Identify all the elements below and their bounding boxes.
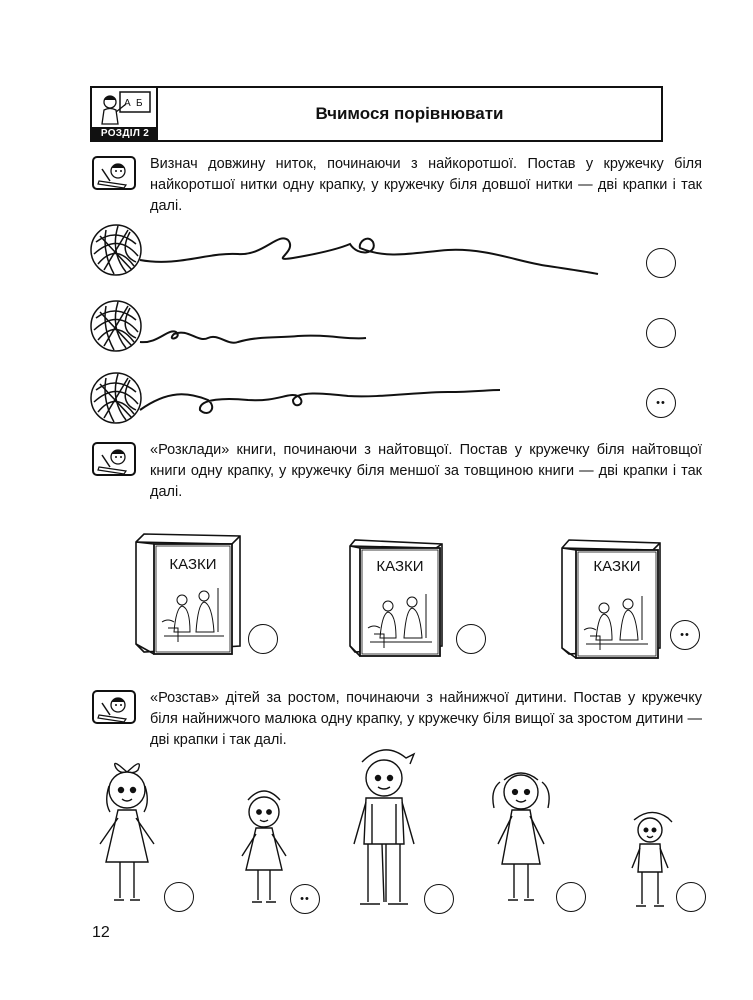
child-writing-icon (96, 159, 134, 189)
girl-with-bow-figure (92, 762, 162, 912)
child-writing-icon (96, 693, 134, 723)
small-girl-figure (234, 788, 294, 912)
task-1-instructions: Визнач довжину ниток, починаючи з найкоротшої. Постав у кружечку біля найкоротшої нитки одну крапку, у кружечку біля довшої нитки — дві крапки і так далі. (150, 156, 702, 214)
answer-circle[interactable]: •• (670, 620, 700, 650)
page-number: 12 (92, 924, 110, 941)
task-3-instructions: «Розстав» дітей за ростом, починаючи з найнижчої дитини. Постав у кружечку біля найнижчого малюка одну крапку, у кружечку біля вищої за зростом дитини — дві крапки і так далі. (150, 690, 702, 748)
yarn-ball-icon (91, 225, 141, 275)
page-title: Вчимося порівнювати (315, 104, 504, 123)
answer-circle[interactable] (248, 624, 278, 654)
answer-circle[interactable] (424, 884, 454, 914)
task-icon (92, 690, 136, 724)
book-title: КАЗКИ (376, 558, 424, 575)
answer-circle[interactable] (456, 624, 486, 654)
book-medium (560, 538, 666, 660)
answer-circle[interactable] (646, 318, 676, 348)
task-2-instructions: «Розклади» книги, починаючи з найтовщої. Постав у кружечку біля найтовщої книги одну крапку, у кружечку біля меншої за товщиною книги — дві крапки і так далі. (150, 442, 702, 500)
task-icon (92, 442, 136, 476)
yarn-ball-icon (91, 301, 141, 351)
yarn-thread-1 (88, 222, 608, 282)
answer-circle[interactable]: •• (646, 388, 676, 418)
section-header (90, 86, 663, 142)
task-icon (92, 156, 136, 190)
yarn-thread-2 (88, 298, 388, 358)
answer-circle[interactable] (556, 882, 586, 912)
book-thick (134, 532, 244, 656)
teacher-at-board-icon (96, 90, 154, 126)
book-title: КАЗКИ (593, 558, 641, 575)
small-boy-figure (626, 810, 676, 914)
tall-boy-figure (344, 744, 424, 914)
svg-text:А: А (124, 98, 131, 109)
girl-with-pigtails-figure (486, 764, 556, 914)
yarn-ball-icon (91, 373, 141, 423)
svg-text:Б: Б (136, 98, 143, 109)
child-writing-icon (96, 445, 134, 475)
book-thin (348, 538, 448, 658)
section-tab (92, 88, 158, 140)
answer-circle[interactable]: •• (290, 884, 320, 914)
answer-circle[interactable] (646, 248, 676, 278)
section-label: РОЗДІЛ 2 (92, 127, 158, 140)
answer-circle[interactable] (164, 882, 194, 912)
answer-circle[interactable] (676, 882, 706, 912)
book-title: КАЗКИ (169, 556, 217, 573)
yarn-thread-3 (88, 370, 518, 430)
